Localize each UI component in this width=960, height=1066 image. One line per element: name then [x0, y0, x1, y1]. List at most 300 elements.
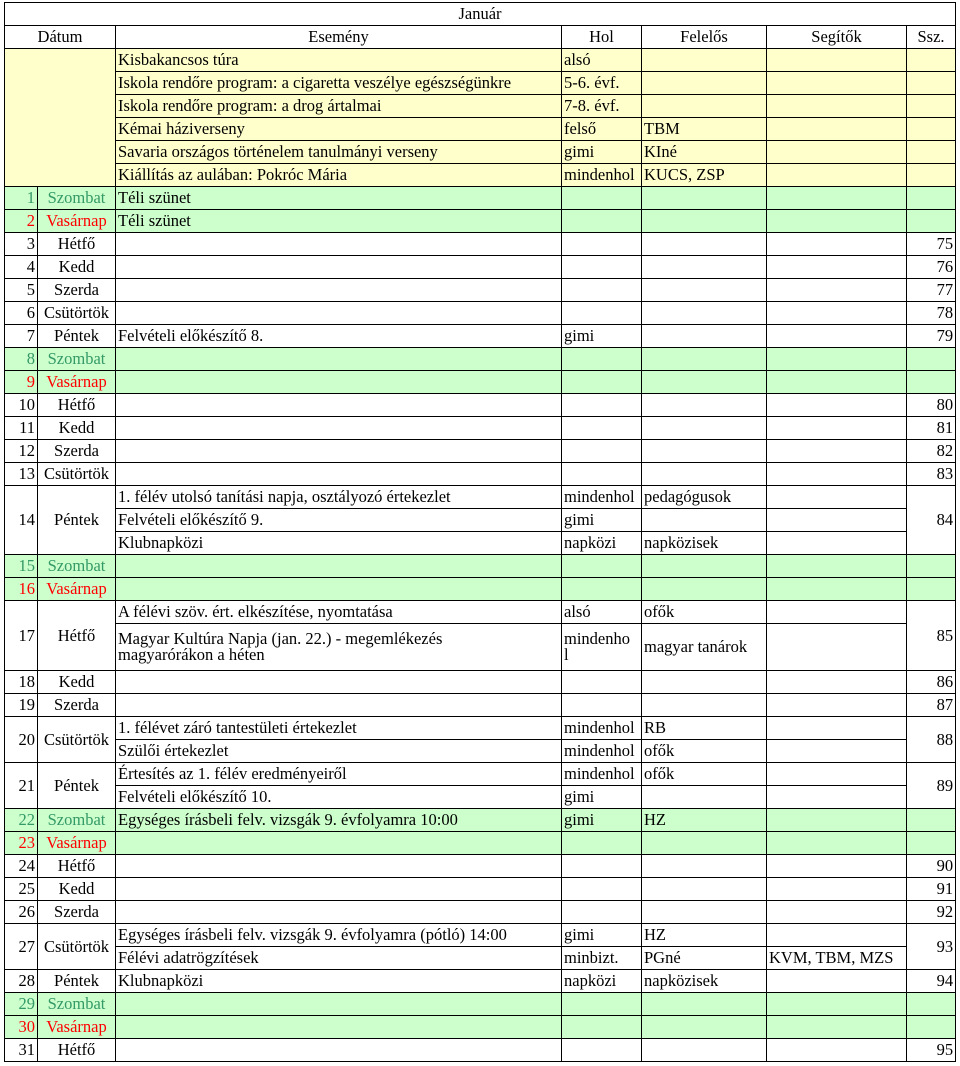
day-name: Kedd — [38, 417, 116, 440]
header-esemeny: Esemény — [116, 26, 562, 49]
day-number: 30 — [5, 1016, 38, 1039]
ssz-cell: 93 — [907, 924, 956, 970]
segitok-cell — [767, 671, 907, 694]
hol-cell — [562, 371, 642, 394]
felelos-cell — [642, 371, 767, 394]
day-number: 14 — [5, 486, 38, 555]
felelos-cell — [642, 463, 767, 486]
day-row — [5, 394, 956, 417]
event-cell — [116, 901, 562, 924]
hol-cell — [562, 624, 642, 671]
ssz-cell: 80 — [907, 394, 956, 417]
event-cell — [116, 555, 562, 578]
day-row — [5, 947, 956, 970]
event-cell: Szülői értekezlet — [116, 740, 562, 763]
ssz-cell: 91 — [907, 878, 956, 901]
hol-cell — [562, 878, 642, 901]
hol-cell: felső — [562, 118, 642, 141]
event-cell: Téli szünet — [116, 210, 562, 233]
event-cell: Értesítés az 1. félév eredményeiről — [116, 763, 562, 786]
day-number: 20 — [5, 717, 38, 763]
hol-cell: gimi — [562, 141, 642, 164]
event-cell: 1. félév utolsó tanítási napja, osztályozó értekezlet — [116, 486, 562, 509]
day-row — [5, 924, 956, 947]
felelos-cell: pedagógusok — [642, 486, 767, 509]
hol-cell: alsó — [562, 49, 642, 72]
header-segitok: Segítők — [767, 26, 907, 49]
day-name: Péntek — [38, 763, 116, 809]
ssz-cell: 85 — [907, 601, 956, 671]
day-number: 2 — [5, 210, 38, 233]
felelos-cell: KIné — [642, 141, 767, 164]
segitok-cell — [767, 832, 907, 855]
event-cell — [116, 463, 562, 486]
segitok-cell — [767, 601, 907, 624]
segitok-cell — [767, 210, 907, 233]
event-cell: Felvételi előkészítő 8. — [116, 325, 562, 348]
monthly-event-row — [5, 95, 956, 118]
hol-cell: mindenhol — [562, 717, 642, 740]
felelos-cell — [642, 302, 767, 325]
segitok-cell — [767, 855, 907, 878]
segitok-cell — [767, 417, 907, 440]
event-line: magyarórákon a héten — [118, 645, 265, 664]
day-row — [5, 624, 956, 671]
hol-cell — [562, 394, 642, 417]
ssz-cell — [907, 164, 956, 187]
day-number: 18 — [5, 671, 38, 694]
hol-cell — [562, 1016, 642, 1039]
header-datum: Dátum — [5, 26, 116, 49]
day-name: Csütörtök — [38, 302, 116, 325]
felelos-cell: HZ — [642, 809, 767, 832]
hol-cell — [562, 348, 642, 371]
event-cell — [116, 694, 562, 717]
felelos-cell: ofők — [642, 740, 767, 763]
event-cell: Klubnapközi — [116, 532, 562, 555]
felelos-cell — [642, 233, 767, 256]
day-name: Csütörtök — [38, 463, 116, 486]
hol-cell — [562, 1039, 642, 1062]
event-cell: Klubnapközi — [116, 970, 562, 993]
felelos-cell: ofők — [642, 601, 767, 624]
event-cell — [116, 993, 562, 1016]
event-cell — [116, 371, 562, 394]
day-number: 7 — [5, 325, 38, 348]
event-cell — [116, 348, 562, 371]
ssz-cell: 82 — [907, 440, 956, 463]
segitok-cell — [767, 717, 907, 740]
event-cell — [116, 279, 562, 302]
ssz-cell — [907, 210, 956, 233]
event-cell — [116, 394, 562, 417]
day-number: 22 — [5, 809, 38, 832]
day-row — [5, 740, 956, 763]
event-cell — [116, 832, 562, 855]
day-name: Szerda — [38, 440, 116, 463]
segitok-cell — [767, 49, 907, 72]
felelos-cell — [642, 325, 767, 348]
day-row — [5, 348, 956, 371]
day-row — [5, 302, 956, 325]
hol-cell: mindenhol — [562, 740, 642, 763]
day-name: Vasárnap — [38, 210, 116, 233]
hol-cell — [562, 302, 642, 325]
hol-cell: mindenhol — [562, 763, 642, 786]
day-row — [5, 279, 956, 302]
day-row — [5, 1039, 956, 1062]
month-title: Január — [5, 3, 956, 26]
felelos-cell — [642, 509, 767, 532]
hol-cell — [562, 555, 642, 578]
day-row — [5, 325, 956, 348]
day-number: 23 — [5, 832, 38, 855]
day-name: Hétfő — [38, 394, 116, 417]
segitok-cell — [767, 970, 907, 993]
day-name: Vasárnap — [38, 371, 116, 394]
segitok-cell — [767, 624, 907, 671]
day-name: Szombat — [38, 348, 116, 371]
ssz-cell — [907, 371, 956, 394]
hol-cell — [562, 578, 642, 601]
hol-cell: 5-6. évf. — [562, 72, 642, 95]
ssz-cell — [907, 578, 956, 601]
day-number: 3 — [5, 233, 38, 256]
hol-cell: alsó — [562, 601, 642, 624]
ssz-cell: 86 — [907, 671, 956, 694]
day-number: 15 — [5, 555, 38, 578]
event-cell — [116, 302, 562, 325]
day-row — [5, 256, 956, 279]
ssz-cell: 94 — [907, 970, 956, 993]
segitok-cell — [767, 878, 907, 901]
day-row — [5, 210, 956, 233]
day-name: Csütörtök — [38, 717, 116, 763]
ssz-cell — [907, 993, 956, 1016]
day-number: 31 — [5, 1039, 38, 1062]
event-cell — [116, 855, 562, 878]
hol-cell: napközi — [562, 970, 642, 993]
monthly-event-row — [5, 72, 956, 95]
event-cell — [116, 440, 562, 463]
day-row — [5, 187, 956, 210]
felelos-cell — [642, 279, 767, 302]
day-number: 16 — [5, 578, 38, 601]
segitok-cell — [767, 924, 907, 947]
ssz-cell — [907, 832, 956, 855]
day-name: Péntek — [38, 325, 116, 348]
day-row — [5, 901, 956, 924]
segitok-cell — [767, 348, 907, 371]
event-cell: 1. félévet záró tantestületi értekezlet — [116, 717, 562, 740]
felelos-cell: KUCS, ZSP — [642, 164, 767, 187]
hol-cell: napközi — [562, 532, 642, 555]
day-row — [5, 233, 956, 256]
segitok-cell — [767, 532, 907, 555]
segitok-cell — [767, 141, 907, 164]
day-row — [5, 509, 956, 532]
day-row — [5, 717, 956, 740]
day-number: 9 — [5, 371, 38, 394]
ssz-cell: 90 — [907, 855, 956, 878]
event-cell: Téli szünet — [116, 187, 562, 210]
segitok-cell — [767, 164, 907, 187]
day-row — [5, 417, 956, 440]
ssz-cell — [907, 118, 956, 141]
segitok-cell — [767, 72, 907, 95]
event-cell — [116, 256, 562, 279]
felelos-cell — [642, 555, 767, 578]
felelos-cell: magyar tanárok — [642, 624, 767, 671]
felelos-cell — [642, 394, 767, 417]
segitok-cell — [767, 901, 907, 924]
felelos-cell — [642, 417, 767, 440]
felelos-cell — [642, 694, 767, 717]
event-cell: Savaria országos történelem tanulmányi verseny — [116, 141, 562, 164]
day-name: Csütörtök — [38, 924, 116, 970]
day-number: 29 — [5, 993, 38, 1016]
segitok-cell — [767, 302, 907, 325]
day-name: Kedd — [38, 671, 116, 694]
day-row — [5, 993, 956, 1016]
felelos-cell — [642, 993, 767, 1016]
hol-line: l — [564, 645, 569, 664]
day-name: Szerda — [38, 694, 116, 717]
felelos-cell — [642, 1039, 767, 1062]
day-number: 21 — [5, 763, 38, 809]
felelos-cell — [642, 95, 767, 118]
ssz-cell: 75 — [907, 233, 956, 256]
event-cell: A félévi szöv. ért. elkészítése, nyomtatása — [116, 601, 562, 624]
event-cell — [116, 417, 562, 440]
day-name: Szombat — [38, 187, 116, 210]
hol-cell: gimi — [562, 924, 642, 947]
event-cell — [116, 1016, 562, 1039]
ssz-cell — [907, 187, 956, 210]
felelos-cell: PGné — [642, 947, 767, 970]
day-row — [5, 970, 956, 993]
felelos-cell — [642, 855, 767, 878]
hol-cell: gimi — [562, 325, 642, 348]
segitok-cell — [767, 371, 907, 394]
day-row — [5, 440, 956, 463]
event-cell: Kiállítás az aulában: Pokróc Mária — [116, 164, 562, 187]
day-number: 13 — [5, 463, 38, 486]
segitok-cell — [767, 555, 907, 578]
felelos-cell — [642, 348, 767, 371]
ssz-cell — [907, 809, 956, 832]
month-label-cell — [5, 49, 116, 187]
day-number: 26 — [5, 901, 38, 924]
day-row — [5, 1016, 956, 1039]
felelos-cell — [642, 440, 767, 463]
ssz-cell: 76 — [907, 256, 956, 279]
hol-cell — [562, 855, 642, 878]
segitok-cell — [767, 694, 907, 717]
day-name: Szerda — [38, 279, 116, 302]
event-cell — [116, 233, 562, 256]
calendar-table — [4, 2, 956, 1062]
felelos-cell — [642, 578, 767, 601]
felelos-cell — [642, 901, 767, 924]
day-name: Szombat — [38, 993, 116, 1016]
day-row — [5, 786, 956, 809]
day-name: Szombat — [38, 809, 116, 832]
segitok-cell — [767, 279, 907, 302]
segitok-cell — [767, 118, 907, 141]
header-row — [5, 26, 956, 49]
ssz-cell — [907, 72, 956, 95]
ssz-cell: 92 — [907, 901, 956, 924]
ssz-cell: 81 — [907, 417, 956, 440]
day-row — [5, 532, 956, 555]
hol-cell — [562, 463, 642, 486]
ssz-cell: 88 — [907, 717, 956, 763]
hol-cell — [562, 187, 642, 210]
day-name: Kedd — [38, 878, 116, 901]
hol-cell — [562, 440, 642, 463]
header-hol: Hol — [562, 26, 642, 49]
felelos-cell — [642, 878, 767, 901]
ssz-cell: 79 — [907, 325, 956, 348]
day-name: Péntek — [38, 486, 116, 555]
day-row — [5, 694, 956, 717]
day-row — [5, 763, 956, 786]
day-number: 8 — [5, 348, 38, 371]
segitok-cell — [767, 1016, 907, 1039]
month-title-row — [5, 3, 956, 26]
day-name: Vasárnap — [38, 1016, 116, 1039]
event-cell: Egységes írásbeli felv. vizsgák 9. évfolyamra 10:00 — [116, 809, 562, 832]
day-name: Szombat — [38, 555, 116, 578]
ssz-cell — [907, 95, 956, 118]
hol-cell — [562, 832, 642, 855]
event-cell — [116, 624, 562, 671]
day-name: Hétfő — [38, 233, 116, 256]
hol-cell — [562, 417, 642, 440]
day-row — [5, 832, 956, 855]
segitok-cell — [767, 233, 907, 256]
event-cell — [116, 671, 562, 694]
day-name: Kedd — [38, 256, 116, 279]
day-number: 19 — [5, 694, 38, 717]
felelos-cell: napközisek — [642, 970, 767, 993]
event-cell: Iskola rendőre program: a cigaretta veszélye egészségünkre — [116, 72, 562, 95]
hol-cell — [562, 694, 642, 717]
felelos-cell — [642, 832, 767, 855]
hol-cell — [562, 671, 642, 694]
ssz-cell: 77 — [907, 279, 956, 302]
event-cell — [116, 878, 562, 901]
segitok-cell — [767, 187, 907, 210]
event-cell — [116, 1039, 562, 1062]
ssz-cell: 87 — [907, 694, 956, 717]
segitok-cell — [767, 509, 907, 532]
ssz-cell: 84 — [907, 486, 956, 555]
day-number: 28 — [5, 970, 38, 993]
ssz-cell — [907, 348, 956, 371]
ssz-cell — [907, 555, 956, 578]
day-number: 24 — [5, 855, 38, 878]
segitok-cell — [767, 463, 907, 486]
day-number: 1 — [5, 187, 38, 210]
header-felelos: Felelős — [642, 26, 767, 49]
felelos-cell: ofők — [642, 763, 767, 786]
felelos-cell — [642, 786, 767, 809]
hol-cell: mindenhol — [562, 486, 642, 509]
day-row — [5, 578, 956, 601]
segitok-cell — [767, 486, 907, 509]
day-number: 12 — [5, 440, 38, 463]
day-row — [5, 855, 956, 878]
event-cell: Felvételi előkészítő 9. — [116, 509, 562, 532]
day-row — [5, 371, 956, 394]
felelos-cell — [642, 1016, 767, 1039]
day-name: Szerda — [38, 901, 116, 924]
hol-cell: gimi — [562, 786, 642, 809]
day-row — [5, 601, 956, 624]
hol-cell — [562, 279, 642, 302]
hol-cell: gimi — [562, 809, 642, 832]
felelos-cell — [642, 187, 767, 210]
felelos-cell — [642, 210, 767, 233]
segitok-cell: KVM, TBM, MZS — [767, 947, 907, 970]
event-line: Magyar Kultúra Napja (jan. 22.) - megemlékezés — [118, 629, 443, 648]
day-row — [5, 878, 956, 901]
hol-cell: gimi — [562, 509, 642, 532]
day-name: Hétfő — [38, 601, 116, 671]
felelos-cell — [642, 49, 767, 72]
ssz-cell: 95 — [907, 1039, 956, 1062]
day-name: Hétfő — [38, 1039, 116, 1062]
event-cell: Felvételi előkészítő 10. — [116, 786, 562, 809]
hol-cell — [562, 210, 642, 233]
hol-cell — [562, 993, 642, 1016]
day-number: 6 — [5, 302, 38, 325]
hol-cell: minbizt. — [562, 947, 642, 970]
segitok-cell — [767, 95, 907, 118]
hol-cell: 7-8. évf. — [562, 95, 642, 118]
day-number: 25 — [5, 878, 38, 901]
day-number: 4 — [5, 256, 38, 279]
day-number: 17 — [5, 601, 38, 671]
segitok-cell — [767, 763, 907, 786]
day-name: Vasárnap — [38, 832, 116, 855]
felelos-cell — [642, 72, 767, 95]
segitok-cell — [767, 1039, 907, 1062]
ssz-cell: 89 — [907, 763, 956, 809]
monthly-event-row — [5, 141, 956, 164]
day-row — [5, 486, 956, 509]
segitok-cell — [767, 786, 907, 809]
day-row — [5, 809, 956, 832]
hol-cell — [562, 901, 642, 924]
segitok-cell — [767, 394, 907, 417]
event-cell: Iskola rendőre program: a drog ártalmai — [116, 95, 562, 118]
felelos-cell — [642, 671, 767, 694]
segitok-cell — [767, 740, 907, 763]
day-number: 27 — [5, 924, 38, 970]
ssz-cell: 78 — [907, 302, 956, 325]
segitok-cell — [767, 440, 907, 463]
hol-cell — [562, 256, 642, 279]
event-cell: Kisbakancsos túra — [116, 49, 562, 72]
hol-cell: mindenhol — [562, 164, 642, 187]
segitok-cell — [767, 325, 907, 348]
felelos-cell: napközisek — [642, 532, 767, 555]
day-row — [5, 555, 956, 578]
hol-line: mindenho — [564, 629, 630, 648]
